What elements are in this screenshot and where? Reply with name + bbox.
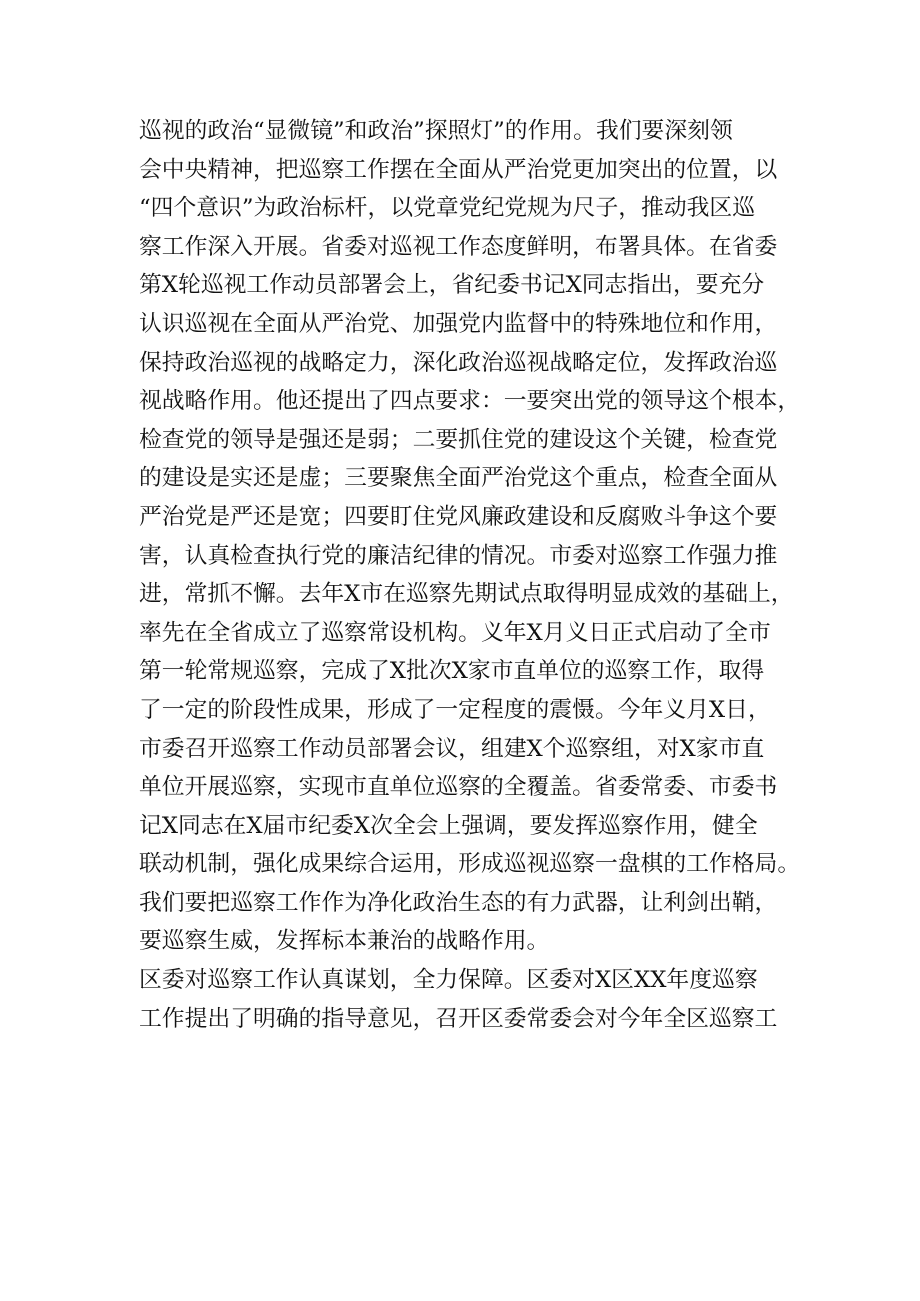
text-line: 会中央精神，把巡察工作摆在全面从严治党更加突出的位置，以 [139,156,778,183]
text-line: 单位开展巡察，实现市直单位巡察的全覆盖。省委常委、市委书 [139,774,778,801]
text-line: 的建设是实还是虚；三要聚焦全面严治党这个重点，检查全面从 [139,465,778,492]
text-line: 保持政治巡视的战略定力，深化政治巡视战略定位，发挥政治巡 [139,349,778,376]
text-line: 市委召开巡察工作动员部署会议，组建X个巡察组，对X家市直 [139,735,765,762]
text-line: 严治党是严还是宽；四要盯住党风廉政建设和反腐败斗争这个要 [139,503,778,530]
text-line: 我们要把巡察工作作为净化政治生态的有力武器，让利剑出鞘， [139,889,778,916]
text-line: 了一定的阶段性成果，形成了一定程度的震慑。今年义月X日， [139,696,771,723]
text-line: 视战略作用。他还提出了四点要求：一要突出党的领导这个根本， [139,388,801,415]
text-line: 察工作深入开展。省委对巡视工作态度鲜明，布署具体。在省委 [139,233,778,260]
text-line: 区委对巡察工作认真谋划，全力保障。区委对X区XX年度巡察 [139,967,758,994]
text-line: 要巡察生威，发挥标本兼治的战略作用。 [139,928,550,955]
text-line: 进，常抓不懈。去年X市在巡察先期试点取得明显成效的基础上， [139,581,794,608]
text-line: 认识巡视在全面从严治党、加强党内监督中的特殊地位和作用， [139,310,778,337]
text-line: 害，认真检查执行党的廉洁纪律的情况。市委对巡察工作强力推 [139,542,778,569]
text-line: “四个意识”为政治标杆，以党章党纪党规为尺子，推动我区巡 [139,195,756,222]
text-line: 第一轮常规巡察，完成了X批次X家市直单位的巡察工作，取得 [139,658,765,685]
text-line: 率先在全省成立了巡察常设机构。义年X月义日正式启动了全市 [139,619,771,646]
body-text [139,112,799,1038]
text-line: 工作提出了明确的指导意见，召开区委常委会对今年全区巡察工 [139,1005,778,1032]
text-line: 巡视的政治“显微镜”和政治”探照灯”的作用。我们要深刻领 [139,118,733,144]
text-line: 记X同志在X届市纪委X次全会上强调，要发挥巡察作用，健全 [139,812,758,839]
text-line: 联动机制，强化成果综合运用，形成巡视巡察一盘棋的工作格局。 [139,851,801,878]
text-line: 检查党的领导是强还是弱；二要抓住党的建设这个关键，检查党 [139,426,778,453]
text-line: 第X轮巡视工作动员部署会上，省纪委书记X同志指出，要充分 [139,272,765,299]
